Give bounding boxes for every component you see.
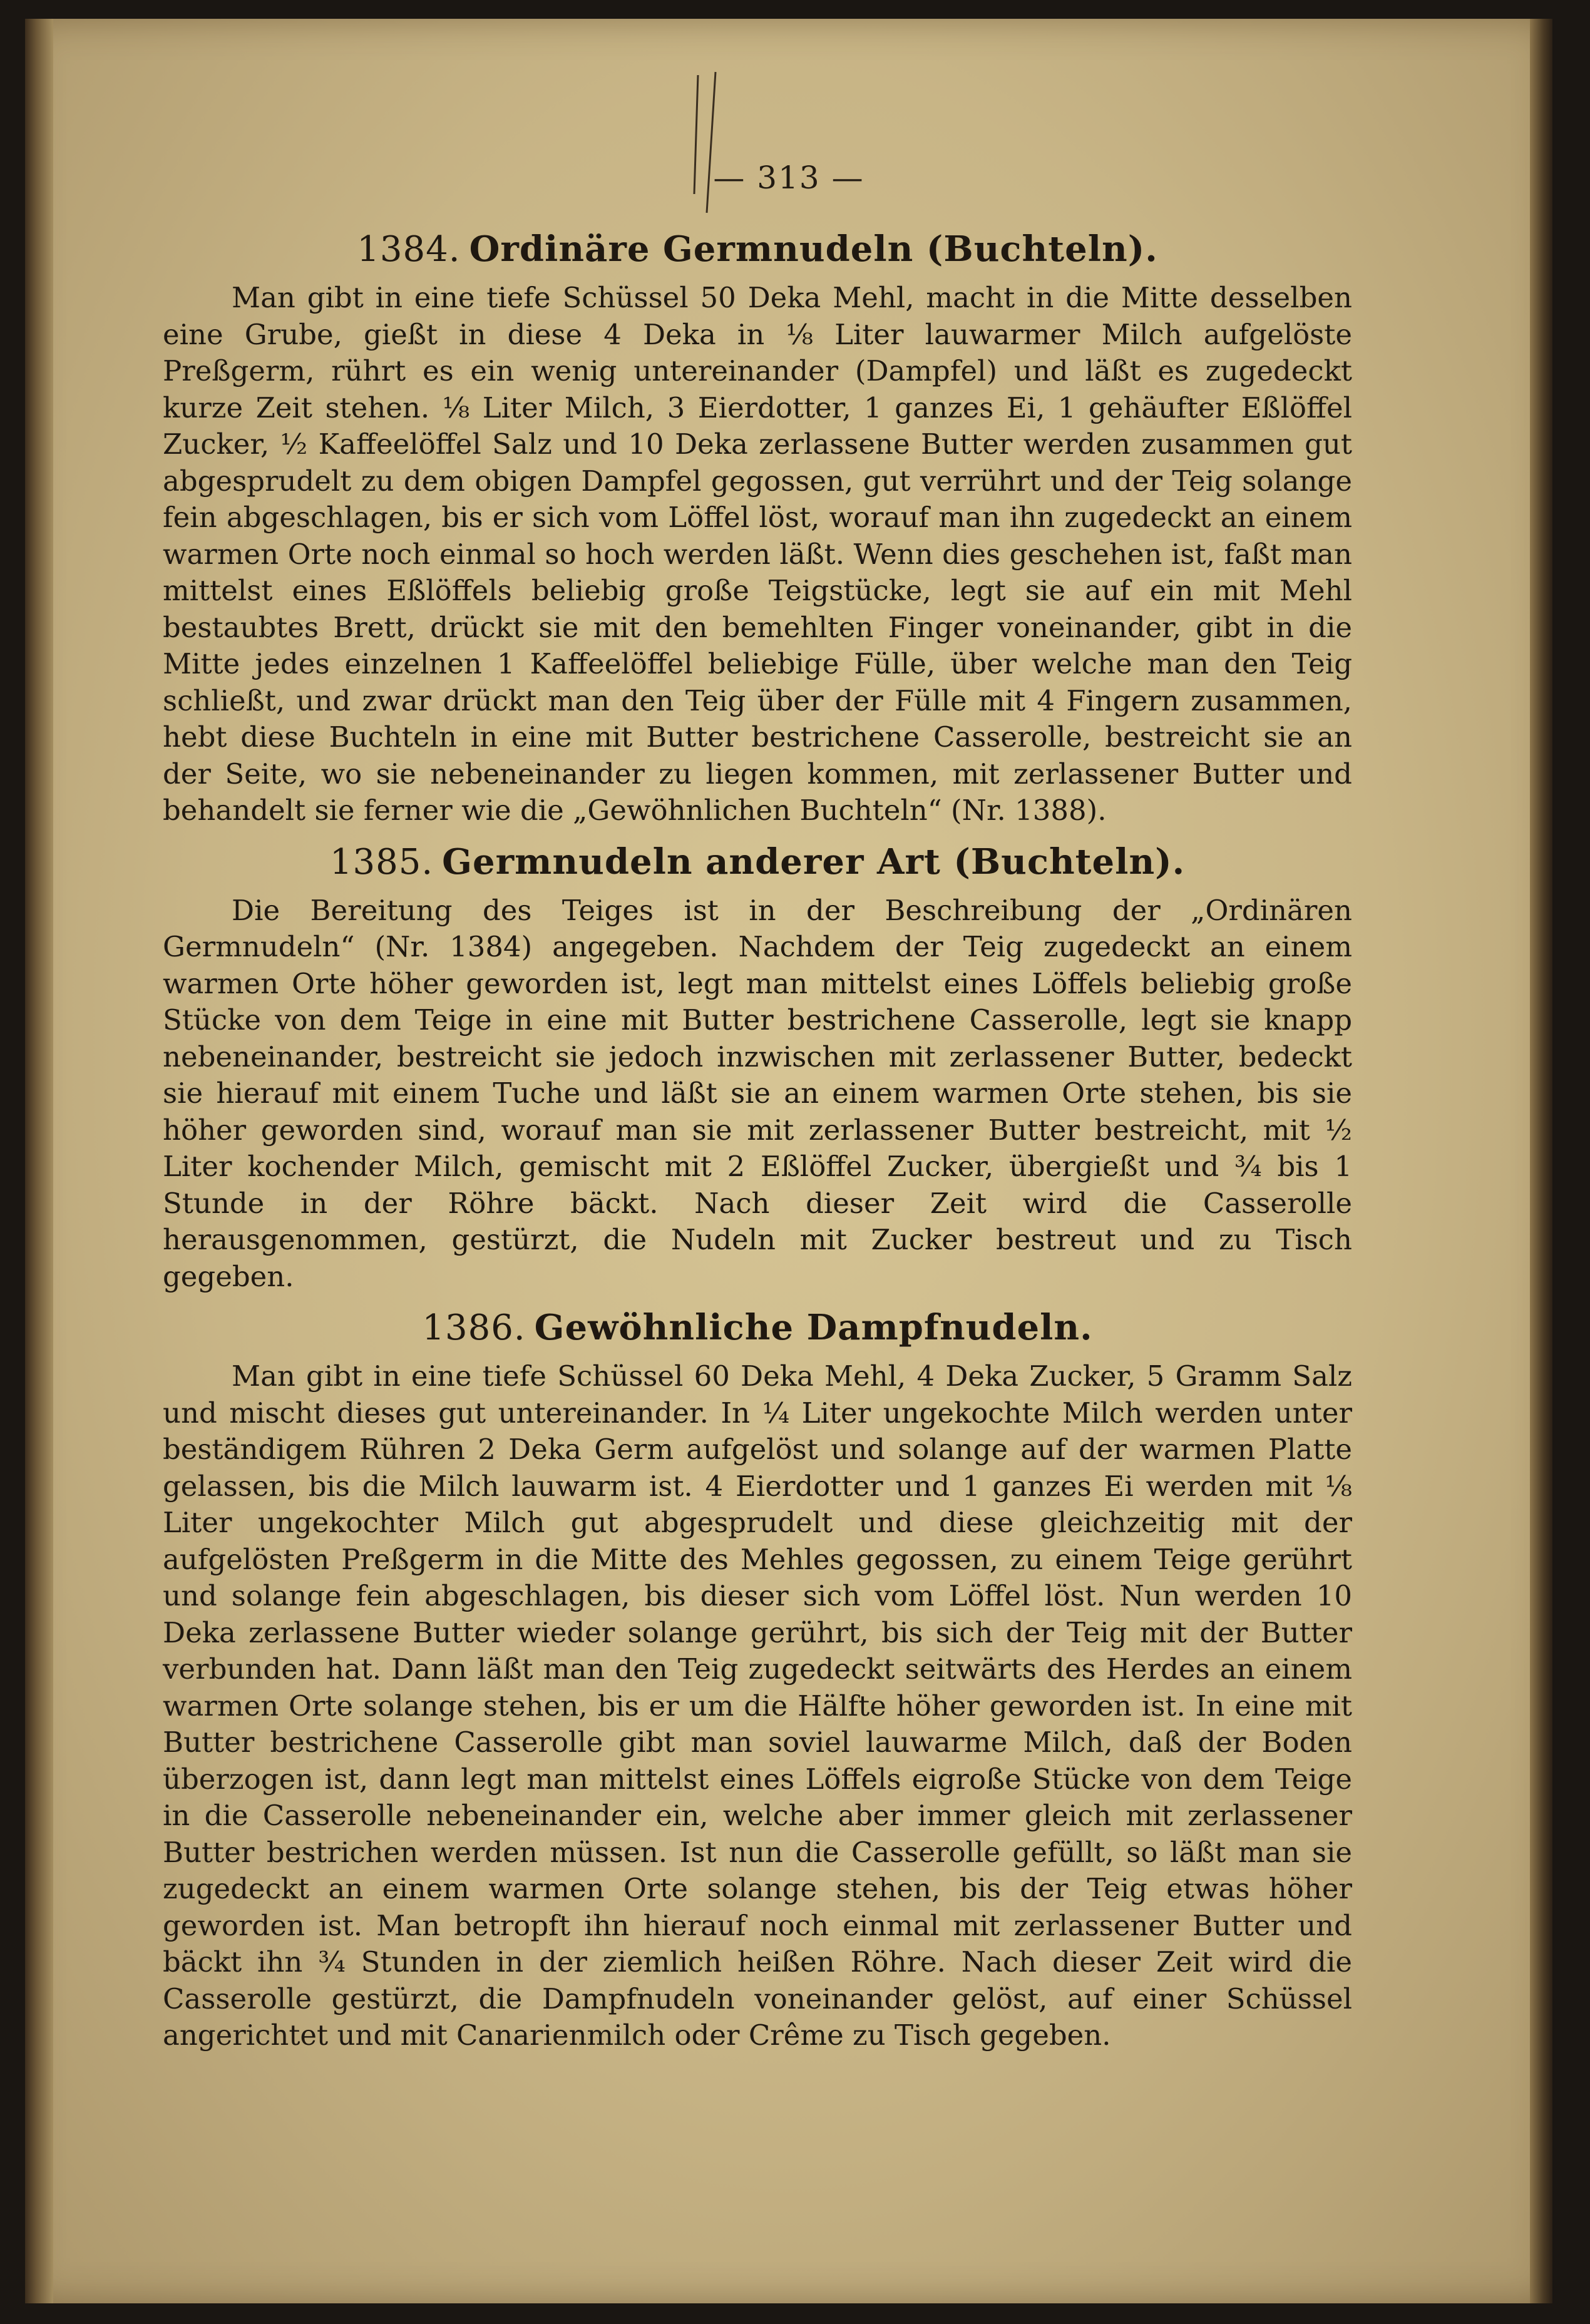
recipe-title-text: Germnudeln anderer Art (Buchteln).: [442, 841, 1186, 883]
recipe-title: [163, 225, 1352, 274]
recipe-title-text: Gewöhnliche Dampfnudeln.: [534, 1307, 1093, 1348]
recipe-1386: [163, 1304, 1352, 2054]
recipe-text: Man gibt in eine tiefe Schüssel 50 Deka Mehl, macht in die Mitte desselben eine Grube, gießt in diese 4 Deka in ⅛ Liter lauwarmer Milch aufgelöste Preßgerm, rührt es ein wenig untereinander (Dampfel) und läßt es zugedeckt kurze Zeit stehen. ⅛ Liter Milch, 3 Eierdotter, 1 ganzes Ei, 1 gehäufter Eßlöffel Zucker, ½ Kaffeelöffel Salz und 10 Deka zerlassene Butter werden zusammen gut abgesprudelt zu dem obigen Dampfel gegossen, gut verrührt und der Teig solange fein abgeschlagen, bis er sich vom Löffel löst, worauf man ihn zugedeckt an einem warmen Orte noch einmal so hoch werden läßt. Wenn dies geschehen ist, faßt man mittelst eines Eßlöffels beliebig große Teigstücke, legt sie auf ein mit Mehl bestaubtes Brett, drückt sie mit den bemehlten Finger voneinander, gibt in die Mitte jedes einzelnen 1 Kaffeelöffel beliebige Fülle, über welche man den Teig schließt, und zwar drückt man den Teig über der Fülle mit 4 Fingern zusammen, hebt diese Buchteln in eine mit Butter bestrichene Casserolle, bestreicht sie an der Seite, wo sie nebeneinander zu liegen kommen, mit zerlassener Butter und behandelt sie ferner wie die „Gewöhnlichen Buchteln“ (Nr. 1388).: [163, 281, 1352, 827]
book-binding: [25, 19, 53, 2303]
recipe-1384: [163, 225, 1352, 829]
recipe-title: [163, 1304, 1352, 1352]
page-content: [163, 225, 1352, 2063]
pencil-mark: [685, 69, 723, 219]
page-number: — 313 —: [713, 160, 864, 196]
recipe-number: 1385.: [329, 841, 434, 883]
recipe-1385: [163, 838, 1352, 1296]
recipe-number: 1386.: [422, 1308, 526, 1348]
recipe-text: Man gibt in eine tiefe Schüssel 60 Deka Mehl, 4 Deka Zucker, 5 Gramm Salz und mischt dieses gut untereinander. In ¼ Liter ungekochte Milch werden unter beständigem Rühren 2 Deka Germ aufgelöst und solange auf der warmen Platte gelassen, bis die Milch lauwarm ist. 4 Eierdotter und 1 ganzes Ei werden mit ⅛ Liter ungekochter Milch gut abgesprudelt und diese gleichzeitig mit der aufgelösten Preßgerm in die Mitte des Mehles gegossen, zu einem Teige gerührt und solange fein abgeschlagen, bis dieser sich vom Löffel löst. Nun werden 10 Deka zerlassene Butter wieder solange gerührt, bis sich der Teig mit der Butter verbunden hat. Dann läßt man den Teig zugedeckt seitwärts des Herdes an einem warmen Orte solange stehen, bis er um die Hälfte höher geworden ist. In eine mit Butter bestrichene Casserolle gibt man soviel lauwarme Milch, daß der Boden überzogen ist, dann legt man mittelst eines Löffels eigroße Stücke von dem Teige in die Casserolle nebeneinander ein, welche aber immer gleich mit zerlassener Butter bestrichen werden müssen. Ist nun die Casserolle gefüllt, so läßt man sie zugedeckt an einem warmen Orte solange stehen, bis der Teig etwas höher geworden ist. Man betropft ihn hierauf noch einmal mit zerlassener Butter und bäckt ihn ¾ Stunden in der ziemlich heißen Röhre. Nach dieser Zeit wird die Casserolle gestürzt, die Dampfnudeln voneinander gelöst, auf einer Schüssel angerichtet und mit Canarienmilch oder Crême zu Tisch gegeben.: [163, 1359, 1352, 2052]
recipe-title-text: Ordinäre Germnudeln (Buchteln).: [469, 228, 1158, 270]
recipe-text: Die Bereitung des Teiges ist in der Beschreibung der „Ordinären Germnudeln“ (Nr. 1384) angegeben. Nachdem der Teig zugedeckt an einem warmen Orte höher geworden ist, legt man mittelst eines Löffels beliebig große Stücke von dem Teige in eine mit Butter bestrichene Casserolle, legt sie knapp nebeneinander, bestreicht sie jedoch inzwischen mit zerlassener Butter, bedeckt sie hierauf mit einem Tuche und läßt sie an einem warmen Orte stehen, bis sie höher geworden sind, worauf man sie mit zerlassener Butter bestreicht, mit ½ Liter kochender Milch, gemischt mit 2 Eßlöffel Zucker, übergießt und ¾ bis 1 Stunde in der Röhre bäckt. Nach dieser Zeit wird die Casserolle herausgenommen, gestürzt, die Nudeln mit Zucker bestreut und zu Tisch gegeben.: [163, 893, 1352, 1293]
book-page: [25, 19, 1552, 2303]
page-edge: [1530, 19, 1552, 2303]
recipe-number: 1384.: [357, 229, 461, 270]
recipe-title: [163, 838, 1352, 886]
